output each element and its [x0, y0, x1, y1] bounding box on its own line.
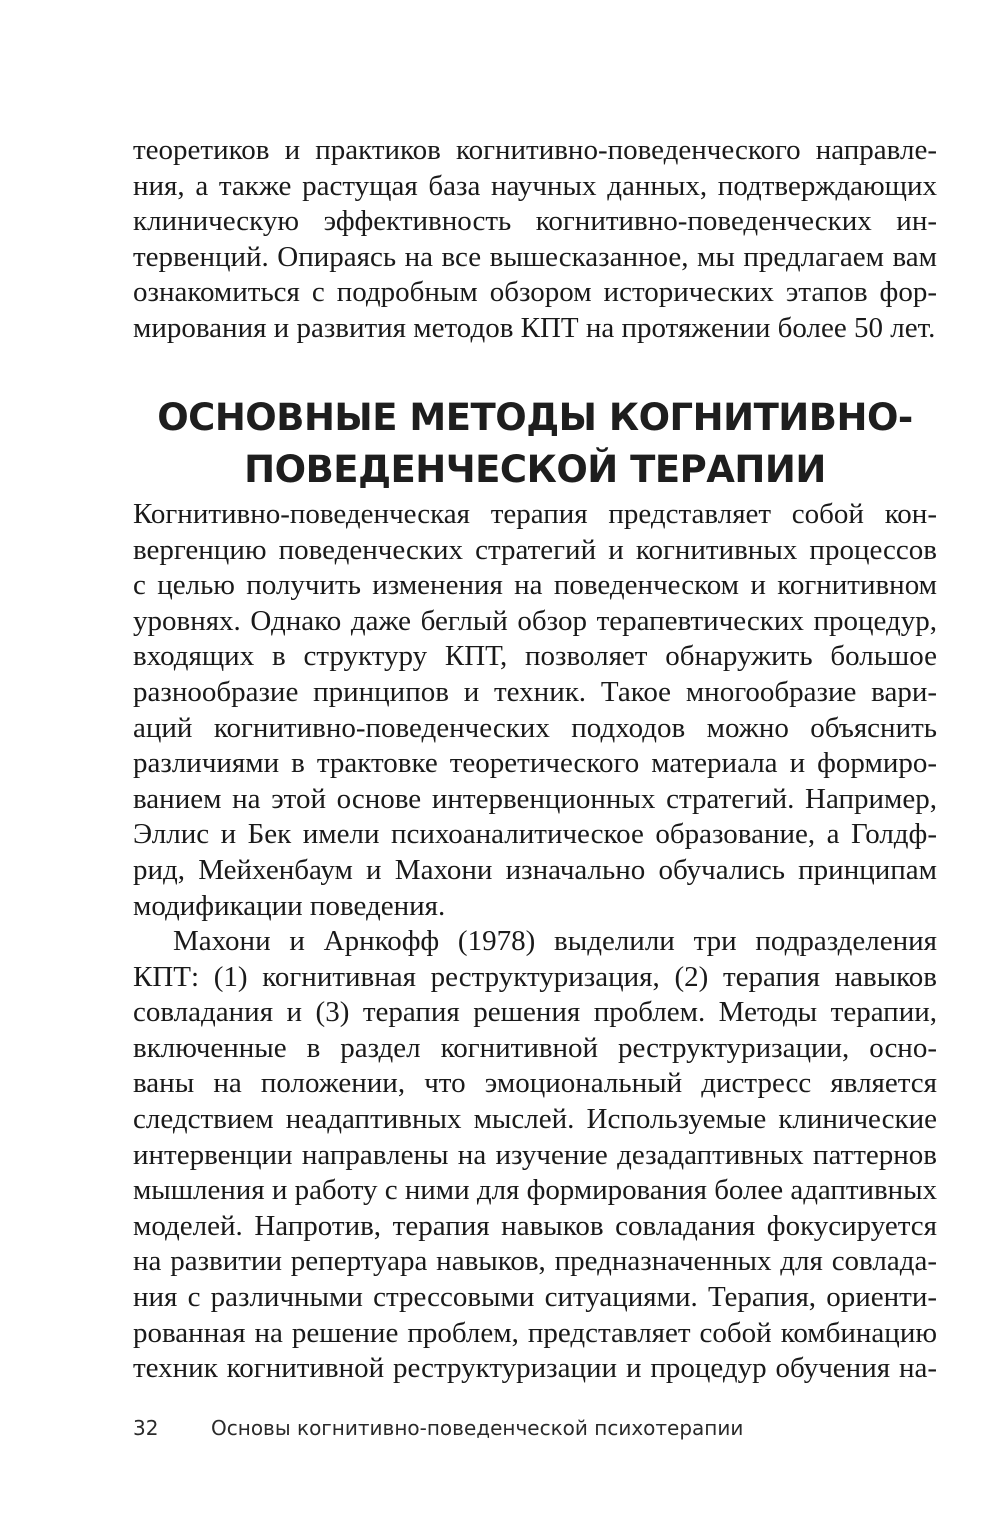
text-line: мышления и работу с ними для формирования более адаптивных — [133, 1174, 937, 1207]
text-line: различиями в трактовке теоретического материала и формиро- — [133, 747, 937, 780]
text-line: вергенцию поведенческих стратегий и когнитивных процессов — [133, 533, 937, 566]
page-number: 32 — [133, 1416, 159, 1440]
section-heading-line-1: ОСНОВНЫЕ МЕТОДЫ КОГНИТИВНО- — [157, 396, 913, 439]
text-line: входящих в структуру КПТ, позволяет обнаружить большое — [133, 640, 937, 673]
text-line: на развитии репертуара навыков, предназначенных для совлада- — [133, 1245, 937, 1278]
text-line: Махони и Арнкофф (1978) выделили три подразделения — [173, 925, 937, 957]
text-line: разнообразие принципов и техник. Такое многообразие вари- — [133, 675, 937, 708]
text-line: интервенции направлены на изучение дезадаптивных паттернов — [133, 1138, 937, 1171]
text-line: ознакомиться с подробным обзором исторических этапов фор- — [133, 276, 937, 309]
text-line: теоретиков и практиков когнитивно-поведенческого направле- — [133, 134, 937, 166]
text-line: рованная на решение проблем, представляет собой комбинацию — [133, 1316, 937, 1349]
text-line: моделей. Напротив, терапия навыков совладания фокусируется — [133, 1209, 937, 1242]
text-line: клиническую эффективность когнитивно-поведенческих ин- — [133, 205, 937, 238]
section-heading-line-2: ПОВЕДЕНЧЕСКОЙ ТЕРАПИИ — [244, 448, 826, 491]
text-line: ния, а также растущая база научных данных, подтверждающих — [133, 169, 937, 202]
text-line: КПТ: (1) когнитивная реструктуризация, (2) терапия навыков — [133, 960, 937, 993]
text-line: тервенций. Опираясь на все вышесказанное, мы предлагаем вам — [133, 240, 937, 273]
text-line: ванием на этой основе интервенционных стратегий. Например, — [133, 782, 937, 815]
text-line: мирования и развития методов КПТ на протяжении более 50 лет. — [133, 311, 936, 344]
text-line: техник когнитивной реструктуризации и процедур обучения на- — [133, 1352, 937, 1385]
body-paragraph-1 — [133, 497, 937, 924]
page-footer — [133, 1416, 743, 1440]
running-title: Основы когнитивно-поведенческой психотерапии — [211, 1416, 744, 1440]
text-line: ваны на положении, что эмоциональный дистресс является — [133, 1067, 937, 1100]
text-line: модификации поведения. — [133, 889, 446, 922]
text-line: рид, Мейхенбаум и Махони изначально обучались принципам — [133, 853, 937, 886]
text-line: уровнях. Однако даже беглый обзор терапевтических процедур, — [133, 604, 937, 637]
text-line: аций когнитивно-поведенческих подходов можно объяснить — [133, 711, 937, 744]
text-line: включенные в раздел когнитивной реструктуризации, осно- — [133, 1031, 937, 1064]
text-line: Эллис и Бек имели психоаналитическое образование, а Голдф- — [133, 818, 937, 851]
body-paragraph-2 — [133, 924, 937, 1387]
section-heading — [133, 392, 937, 496]
text-line: Когнитивно-поведенческая терапия представляет собой кон- — [133, 498, 937, 530]
text-line: совладания и (3) терапия решения проблем. Методы терапии, — [133, 996, 937, 1029]
text-line: с целью получить изменения на поведенческом и когнитивном — [133, 569, 937, 602]
intro-paragraph — [133, 133, 937, 347]
text-line: ния с различными стрессовыми ситуациями. Терапия, ориенти- — [133, 1280, 937, 1313]
text-line: следствием неадаптивных мыслей. Используемые клинические — [133, 1102, 937, 1135]
